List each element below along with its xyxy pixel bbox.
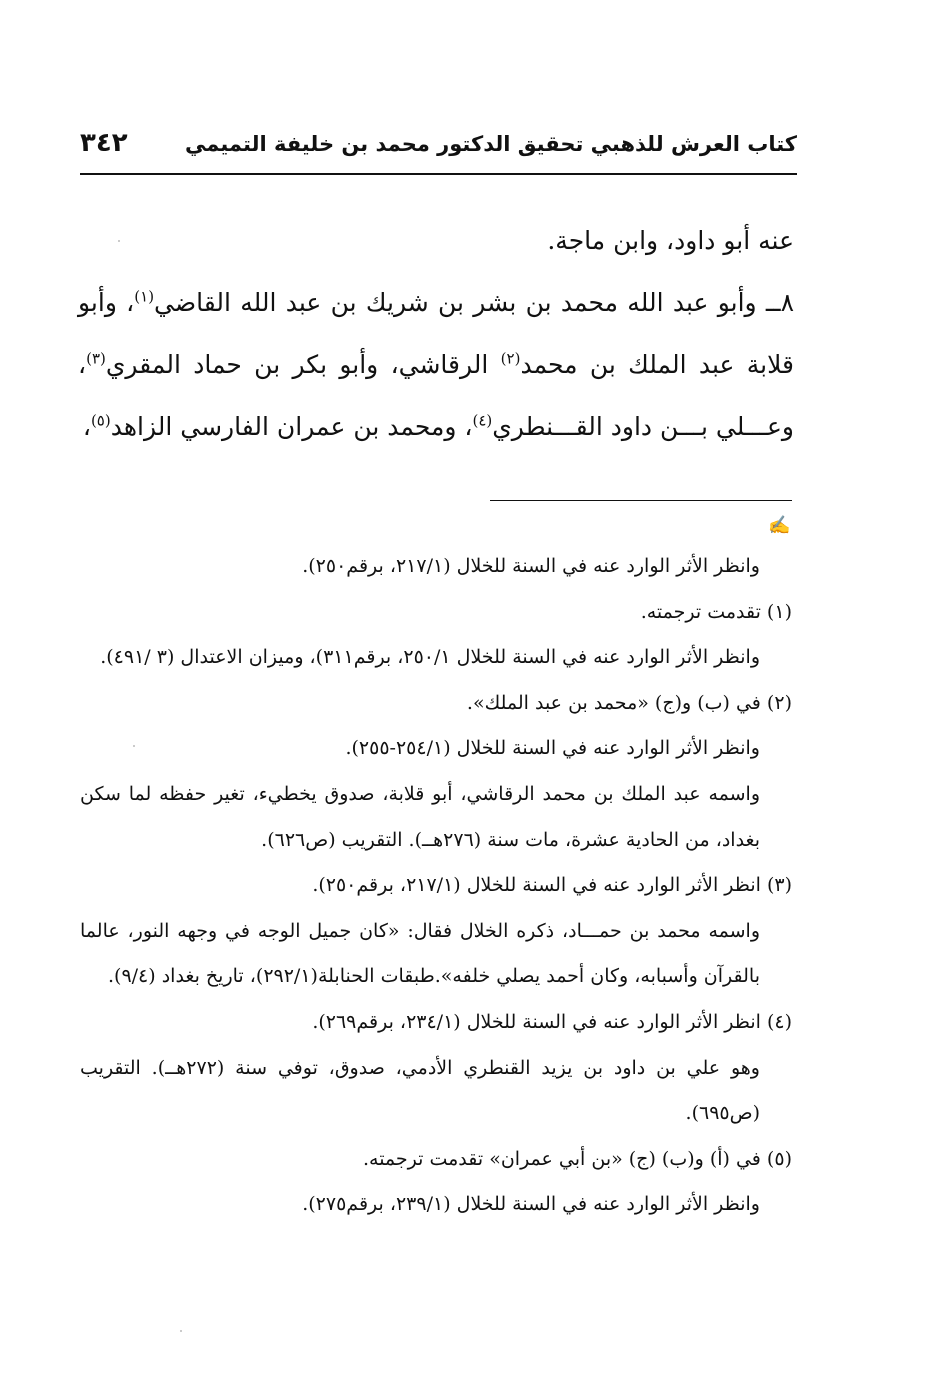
- footnote-5: (٥) في (أ) و(ب) (ج) «بن أبي عمران» تقدمت ترجمته.: [362, 1147, 792, 1170]
- footnote-3-bio: واسمه محمد بن حمـــاد، ذكره الخلال فقال: «كان جميل الوجه في وجهه النور، عالما بالقرآن وأسبابه، وكان أحمد يصلي خلفه».طبقات الحنابلة(٢٩٢/١)، تاريخ بغداد (٩/٤).: [80, 919, 760, 988]
- paragraph-8-part-a: ٨ــ وأبو عبد الله محمد بن بشر بن شريك بن عبد الله القاضي: [154, 288, 794, 317]
- scan-speck: [118, 240, 120, 242]
- paragraph-8-part-b: ، وأبو قلابة عبد الملك بن محمد: [78, 288, 794, 379]
- paragraph-8-part-d: ، وعـــلي بـــن داود القـــنطري: [78, 350, 794, 441]
- footnote-1-detail: وانظر الأثر الوارد عنه في السنة للخلال ٢٥٠/١، برقم٣١١)، وميزان الاعتدال (٣ /٤٩١).: [100, 646, 760, 669]
- footnote-separator: [490, 500, 792, 501]
- footnote-4: (٤) انظر الأثر الوارد عنه في السنة للخلال (٢٣٤/١، برقم٢٦٩).: [312, 1010, 792, 1033]
- paragraph-8-part-f: ،: [82, 412, 91, 441]
- footnote-2-bio: واسمه عبد الملك بن محمد الرقاشي، أبو قلابة، صدوق يخطيء، تغير حفظه لما سكن بغداد، من الحادية عشرة، مات سنة (٢٧٦هــ). التقريب (ص٦٢٦).: [80, 782, 760, 851]
- paragraph-8-part-c: الرقاشي، وأبو بكر بن حماد المقري: [105, 350, 501, 379]
- footnote-5-detail: وانظر الأثر الوارد عنه في السنة للخلال (٢٣٩/١، برقم٢٧٥).: [302, 1193, 760, 1216]
- footnote-ref-2: (٢): [500, 349, 521, 368]
- header-rule: [80, 173, 797, 175]
- footnote-1: (١) تقدمت ترجمته.: [640, 600, 792, 623]
- paragraph-8-part-e: ، ومحمد بن عمران الفارسي الزاهد: [110, 412, 473, 441]
- running-header: [80, 128, 797, 172]
- main-line-1: عنه أبو داود، وابن ماجة.: [547, 226, 794, 255]
- header-title: كتاب العرش للذهبي تحقيق الدكتور محمد بن خليفة التميمي: [185, 132, 797, 156]
- footnote-4-bio: وهو علي بن داود بن يزيد القنطري الأدمي، صدوق، توفي سنة (٢٧٢هــ). التقريب (ص٦٩٥).: [80, 1056, 760, 1125]
- footnotes: [80, 544, 792, 1228]
- footnote-ref-4: (٤): [472, 411, 493, 430]
- footnote-2: (٢) في (ب) و(ج) «محمد بن عبد الملك».: [466, 691, 792, 714]
- scan-speck: [133, 745, 135, 747]
- page-number: ٣٤٢: [80, 128, 128, 158]
- pen-icon: ✍: [768, 515, 791, 536]
- footnote-ref-3: (٣): [86, 349, 106, 368]
- footnote-3: (٣) انظر الأثر الوارد عنه في السنة للخلال (٢١٧/١، برقم٢٥٠).: [312, 874, 792, 897]
- footnote-continuation: وانظر الأثر الوارد عنه في السنة للخلال (٢١٧/١، برقم٢٥٠).: [302, 555, 760, 577]
- main-text: [78, 210, 794, 458]
- footnote-ref-1: (١): [134, 287, 155, 306]
- paragraph-8: [78, 272, 794, 458]
- footnote-ref-5: (٥): [90, 411, 111, 430]
- footnote-2-detail: وانظر الأثر الوارد عنه في السنة للخلال (٢٥٤/١-٢٥٥).: [345, 737, 760, 760]
- scan-speck: [180, 1330, 182, 1332]
